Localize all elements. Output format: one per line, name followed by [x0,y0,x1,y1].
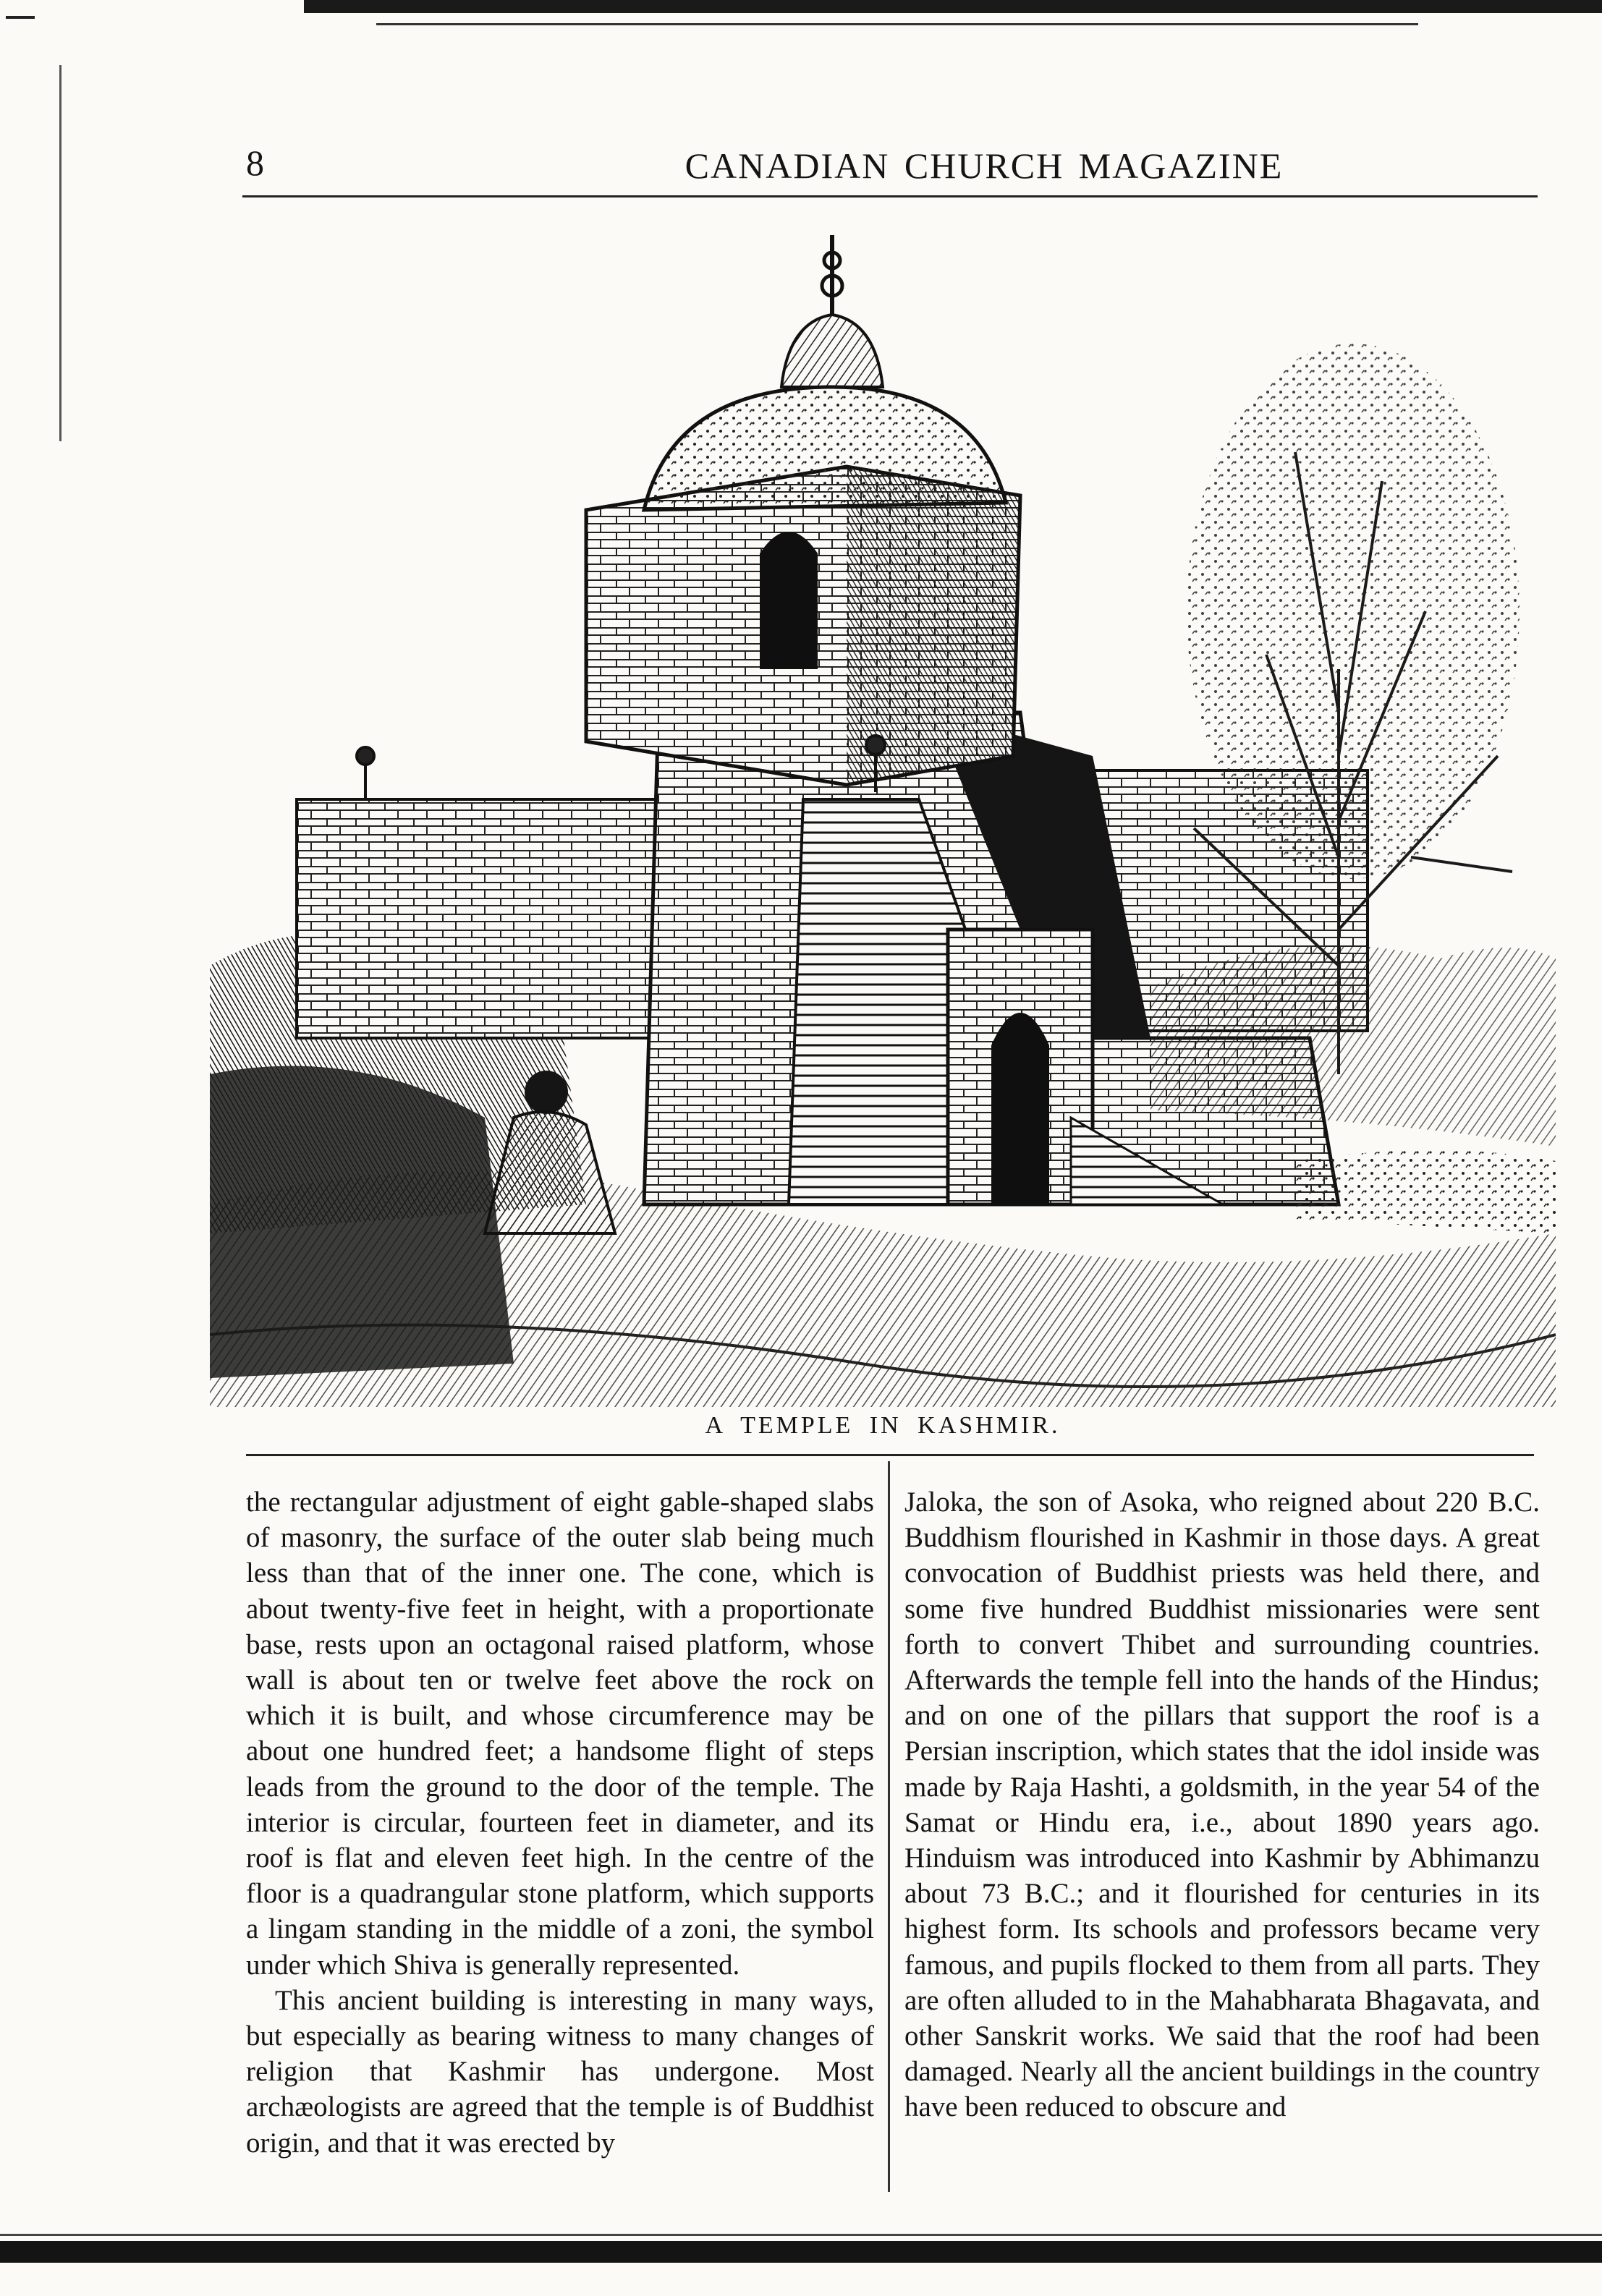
margin-mark [6,16,35,19]
running-head: CANADIAN CHURCH MAGAZINE [685,145,1284,186]
column-divider [888,1461,890,2192]
header-rule [242,195,1538,197]
left-paragraph-1: the rectangular adjustment of eight gable-shaped slabs of masonry, the surface of the outer slab being much less than that of the inner one. The cone, which is about twenty-five feet in height, with a proportionate base, rests upon an octagonal raised platform, whose wall is about ten or twelve feet above the rock on which it is built, and whose circumference may be about one hundred feet; a handsome flight of steps leads from the ground to the door of the temple. The interior is circular, fourteen feet in diameter, and its roof is flat and eleven feet high. In the centre of the floor is a quadrangular stone platform, which supports a lingam standing in the middle of a zoni, the symbol under which Shiva is generally represented. [246,1487,874,1981]
top-border-rule [304,0,1602,13]
caption-rule [246,1454,1534,1456]
figure-on-wall [357,747,374,799]
tree-foliage [1187,344,1520,879]
page-number: 8 [246,143,264,183]
temple-dome [644,387,1006,510]
temple-niche [760,532,818,669]
top-thin-rule [376,23,1418,25]
temple-engraving [210,206,1556,1407]
bottom-border-rule [0,2241,1602,2263]
figure-caption: A TEMPLE IN KASHMIR. [705,1412,1061,1439]
bottom-thin-rule [0,2234,1602,2236]
left-margin-line [59,65,62,441]
right-paragraph-1: Jaloka, the son of Asoka, who reigned about 220 B.C. Buddhism flourished in Kashmir in those days. A great convocation of Buddhist priests was held there, and some five hundred Buddhist missionaries were sent forth to convert Thibet and surrounding countries. Afterwards the temple fell into the hands of the Hindus; and on one of the pillars that support the roof is a Persian inscription, which states that the idol inside was made by Raja Hashti, a goldsmith, in the year 54 of the Samat or Hindu era, i.e., about 1890 years ago. Hinduism was introduced into Kashmir by Abhimanzu about 73 B.C.; and it flourished for centuries in its highest form. Its schools and professors became very famous, and pupils flocked to them from all parts. They are often alluded to in the Mahabharata Bhagavata, and other Sanskrit works. We said that the roof had been damaged. Nearly all the ancient buildings in the country have been reduced to obscure and [904,1487,1540,2123]
left-paragraph-2: This ancient building is interesting in many ways, but especially as bearing witness to many changes of religion that Kashmir has undergone. Most archæologists are agreed that the temple is of Buddhist origin, and that it was erected by [246,1984,874,2159]
temple-doorway [991,1013,1049,1204]
platform-wall-left [297,799,702,1038]
article-right-column [904,1484,1540,2125]
article-left-column [246,1484,874,2161]
